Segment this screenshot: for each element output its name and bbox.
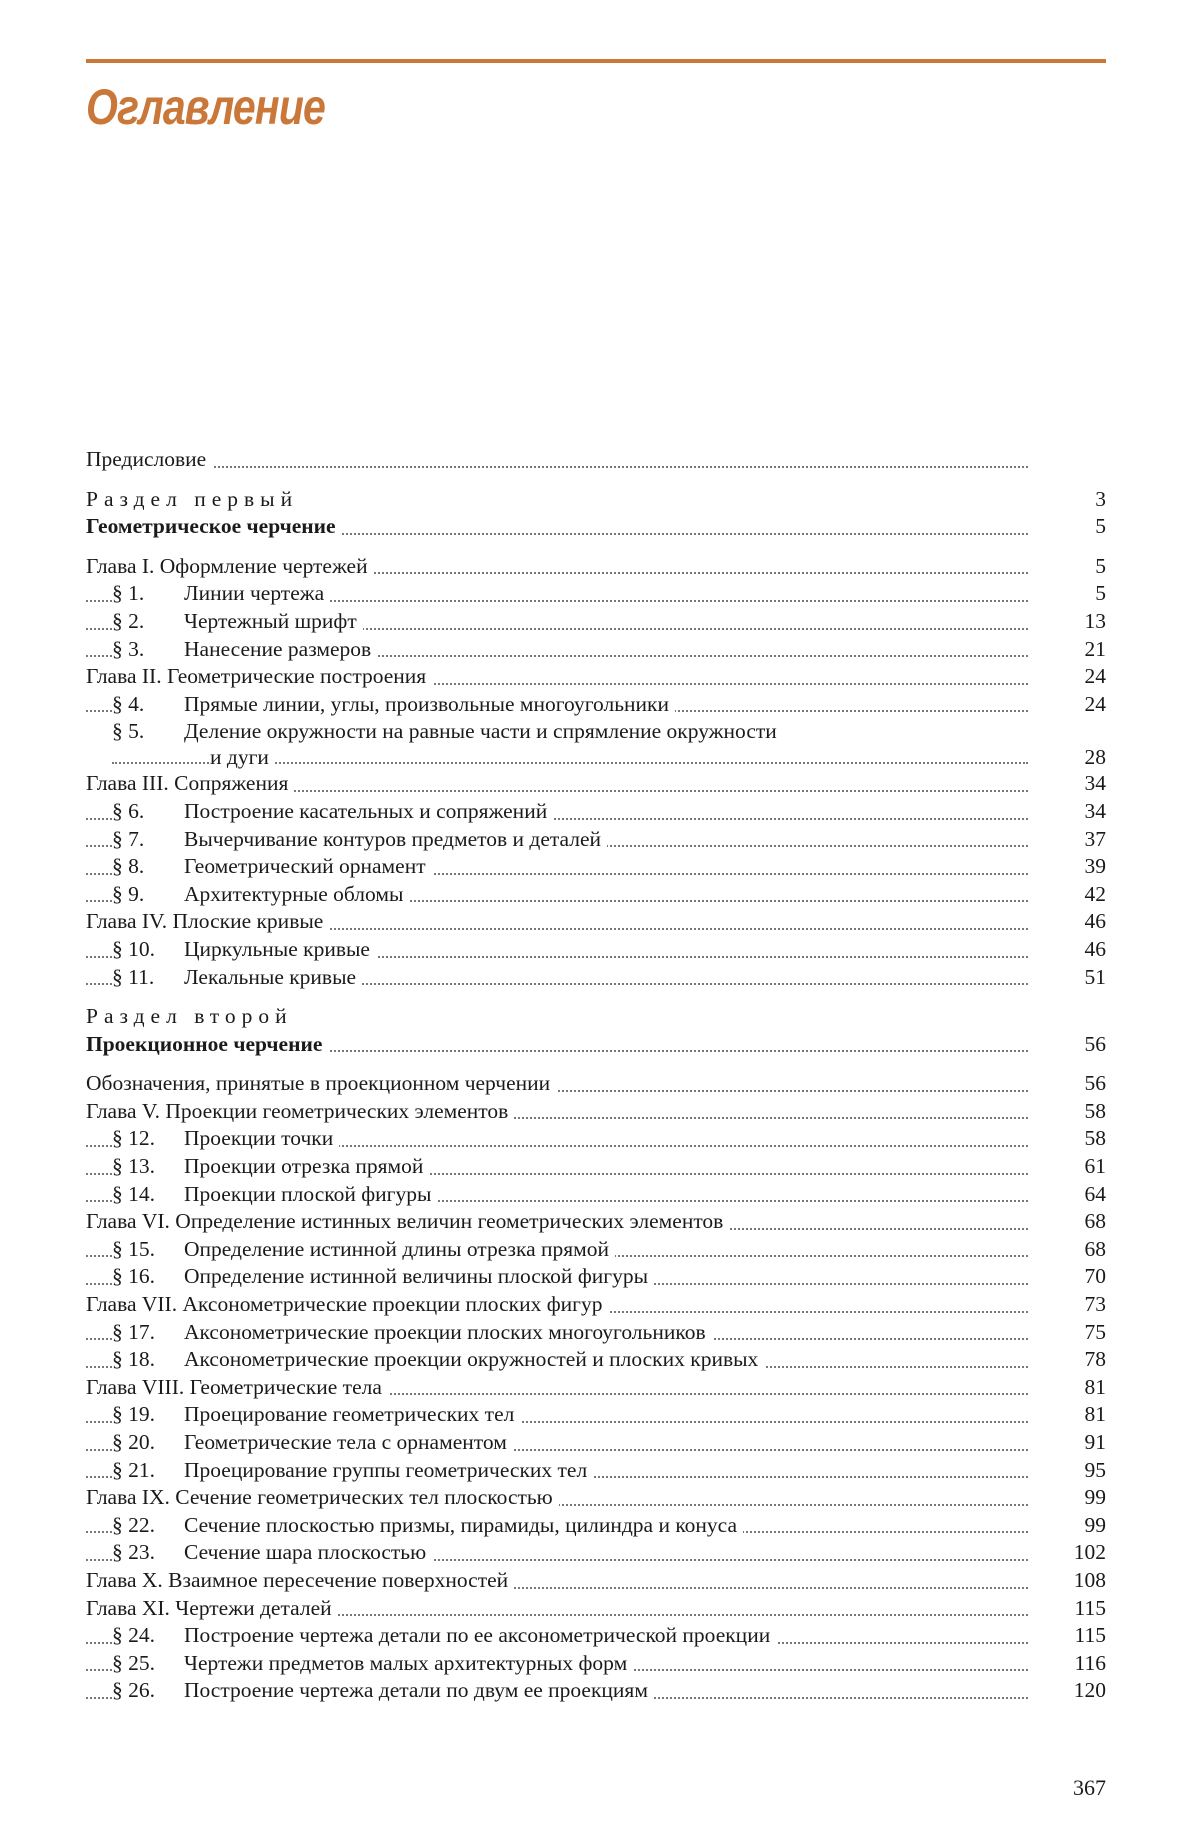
toc-entry	[86, 1346, 1106, 1374]
toc-entry	[86, 1595, 1106, 1623]
page-ref: 58	[1084, 1098, 1106, 1123]
page-ref: 39	[1084, 854, 1106, 879]
part-subtitle: Проекционное черчение	[86, 1031, 323, 1056]
entry-title: Определение истинной длины отрезка прямой	[184, 1236, 610, 1261]
chapter-title: Глава IX. Сечение геометрических тел плоскостью	[86, 1485, 553, 1510]
page-ref: 5	[1095, 553, 1106, 578]
entry-title: Архитектурные обломы	[184, 881, 404, 906]
page-ref: 91	[1084, 1430, 1106, 1454]
toc-entry	[86, 718, 1106, 770]
chapter-title: Глава I. Оформление чертежей	[86, 553, 368, 578]
section-number: § 16.	[112, 1264, 155, 1289]
page-ref: 13	[1084, 608, 1106, 633]
page-ref: 37	[1084, 826, 1106, 851]
chapter-title: Глава VII. Аксонометрические проекции плоских фигур	[86, 1292, 603, 1317]
toc-entry	[86, 553, 1106, 581]
section-number: § 5.	[112, 719, 145, 744]
chapter-title: Глава XI. Чертежи деталей	[86, 1595, 332, 1620]
dot-leader	[86, 466, 1028, 468]
toc-entry	[86, 1125, 1106, 1153]
entry-title: Вычерчивание контуров предметов и деталей	[184, 826, 602, 851]
toc-entry	[86, 1319, 1106, 1347]
entry-title: Определение истинной величины плоской фигуры	[184, 1264, 649, 1289]
entry-title: Геометрический орнамент	[184, 854, 426, 879]
part-title: Раздел второй	[86, 1004, 293, 1029]
page-ref: 120	[1073, 1678, 1106, 1703]
section-number: § 7.	[112, 826, 145, 851]
page-ref: 34	[1084, 798, 1106, 823]
toc-entry	[86, 770, 1106, 798]
page-ref: 99	[1084, 1485, 1106, 1510]
section-number: § 12.	[112, 1126, 155, 1151]
chapter-title: Глава II. Геометрические построения	[86, 664, 427, 689]
toc-entry	[86, 446, 1106, 474]
page-ref: 73	[1084, 1292, 1106, 1317]
chapter-title: Глава IV. Плоские кривые	[86, 909, 324, 934]
entry-title: Нанесение размеров	[184, 636, 372, 661]
toc-entry	[86, 1070, 1106, 1098]
section-number: § 19.	[112, 1402, 155, 1427]
header-rule	[86, 59, 1106, 63]
toc-entry	[86, 1401, 1106, 1429]
chapter-title: Глава V. Проекции геометрических элементов	[86, 1098, 509, 1123]
entry-title-continued: и дуги	[210, 745, 275, 769]
section-number: § 11.	[112, 964, 155, 989]
toc-entry	[86, 636, 1106, 664]
toc-entry	[86, 1236, 1106, 1264]
entry-title: Проекции плоской фигуры	[184, 1181, 432, 1206]
toc-entry	[86, 1153, 1106, 1181]
page-ref: 116	[1074, 1650, 1106, 1675]
chapter-title: Глава VI. Определение истинных величин геометрических элементов	[86, 1209, 724, 1234]
section-number: § 6.	[112, 798, 145, 823]
section-number: § 13.	[112, 1154, 155, 1179]
entry-title: Чертежный шрифт	[184, 608, 357, 633]
toc-entry	[86, 1567, 1106, 1595]
toc-entry	[86, 1208, 1106, 1236]
page-ref: 75	[1084, 1319, 1106, 1344]
page-ref: 28	[1084, 745, 1106, 770]
toc-entry	[86, 1484, 1106, 1512]
page-ref: 115	[1074, 1623, 1106, 1648]
toc-entry	[86, 1374, 1106, 1402]
section-number: § 23.	[112, 1540, 155, 1565]
page-ref: 51	[1084, 964, 1106, 989]
entry-title: Прямые линии, углы, произвольные многоугольники	[184, 691, 669, 716]
toc-entry	[86, 908, 1106, 936]
entry-title: Сечение шара плоскостью	[184, 1540, 427, 1565]
entry-title: Геометрические тела с орнаментом	[184, 1430, 507, 1454]
entry-title: Чертежи предметов малых архитектурных форм	[184, 1650, 628, 1675]
toc-entry	[86, 1031, 1106, 1059]
section-number: § 18.	[112, 1347, 155, 1372]
entry-title: Лекальные кривые	[184, 964, 357, 989]
part-subtitle: Геометрическое черчение	[86, 514, 336, 539]
section-number: § 14.	[112, 1181, 155, 1206]
page-ref: 56	[1084, 1031, 1106, 1056]
toc-entry	[86, 691, 1106, 719]
page-ref: 5	[1095, 514, 1106, 539]
toc-entry	[86, 936, 1106, 964]
toc-entry	[86, 1003, 1106, 1031]
part-title: Раздел первый	[86, 486, 299, 511]
page-ref: 3	[1095, 486, 1106, 511]
section-number: § 8.	[112, 854, 145, 879]
page-ref: 61	[1084, 1154, 1106, 1179]
chapter-title: Глава X. Взаимное пересечение поверхностей	[86, 1567, 509, 1592]
entry-title: Обозначения, принятые в проекционном черчении	[86, 1071, 551, 1096]
page-ref: 81	[1084, 1402, 1106, 1427]
page-ref: 64	[1084, 1181, 1106, 1206]
entry-title: Линии чертежа	[184, 581, 325, 606]
entry-title: Проецирование геометрических тел	[184, 1402, 515, 1427]
section-number: § 1.	[112, 581, 145, 606]
page-ref: 5	[1095, 581, 1106, 606]
toc-entry	[86, 1677, 1106, 1705]
entry-title: Деление окружности на равные части и спрямление окружности	[184, 719, 777, 744]
entry-title: Построение чертежа детали по ее аксонометрической проекции	[184, 1623, 771, 1648]
page-ref: 95	[1084, 1457, 1106, 1482]
entry-title: Аксонометрические проекции плоских многоугольников	[184, 1319, 706, 1344]
entry-title: Аксонометрические проекции окружностей и плоских кривых	[184, 1347, 759, 1372]
entry-title: Проецирование группы геометрических тел	[184, 1457, 588, 1482]
page-ref: 56	[1084, 1071, 1106, 1096]
page-ref: 70	[1084, 1264, 1106, 1289]
entry-title: Циркульные кривые	[184, 936, 370, 961]
section-number: § 25.	[112, 1650, 155, 1675]
toc-entry	[86, 1181, 1106, 1209]
section-number: § 2.	[112, 608, 145, 633]
page-number: 367	[1073, 1775, 1106, 1800]
entry-title: Построение касательных и сопряжений	[184, 798, 548, 823]
section-number: § 20.	[112, 1430, 155, 1454]
page-title: Оглавление	[86, 79, 326, 135]
section-number: § 9.	[112, 881, 145, 906]
section-number: § 17.	[112, 1319, 155, 1344]
section-number: § 24.	[112, 1623, 155, 1648]
entry-title: Сечение плоскостью призмы, пирамиды, цилиндра и конуса	[184, 1512, 738, 1537]
section-number: § 10.	[112, 936, 155, 961]
page-ref: 78	[1084, 1347, 1106, 1372]
page-ref: 81	[1084, 1374, 1106, 1399]
page-ref: 24	[1084, 691, 1106, 716]
toc-entry	[86, 1539, 1106, 1567]
page-ref: 68	[1084, 1236, 1106, 1261]
toc-entry	[86, 798, 1106, 826]
toc-entry	[86, 853, 1106, 881]
section-number: § 26.	[112, 1678, 155, 1703]
chapter-title: Глава III. Сопряжения	[86, 771, 289, 796]
page-ref: 46	[1084, 936, 1106, 961]
toc-entry	[86, 663, 1106, 691]
page-ref: 34	[1084, 771, 1106, 796]
page-ref: 42	[1084, 881, 1106, 906]
section-number: § 15.	[112, 1236, 155, 1261]
toc-entry	[86, 826, 1106, 854]
toc-entry	[86, 513, 1106, 541]
section-number: § 4.	[112, 691, 145, 716]
entry-title: Построение чертежа детали по двум ее проекциям	[184, 1678, 648, 1703]
toc-entry	[86, 608, 1106, 636]
page-ref: 21	[1084, 636, 1106, 661]
entry-title: Проекции точки	[184, 1126, 334, 1151]
section-number: § 21.	[112, 1457, 155, 1482]
section-number: § 3.	[112, 636, 145, 661]
table-of-contents	[86, 446, 1106, 1705]
toc-entry	[86, 1098, 1106, 1126]
toc-entry	[86, 1429, 1106, 1457]
page-ref: 108	[1073, 1567, 1106, 1592]
section-number: § 22.	[112, 1512, 155, 1537]
page-ref: 46	[1084, 909, 1106, 934]
page-ref: 24	[1084, 664, 1106, 689]
toc-entry	[86, 881, 1106, 909]
toc-entry	[86, 1291, 1106, 1319]
toc-entry	[86, 1512, 1106, 1540]
toc-entry	[86, 1650, 1106, 1678]
entry-title: Проекции отрезка прямой	[184, 1154, 424, 1179]
entry-title: Предисловие	[86, 447, 207, 471]
page-ref: 115	[1074, 1595, 1106, 1620]
toc-entry	[86, 580, 1106, 608]
page-ref: 58	[1084, 1126, 1106, 1151]
toc-entry	[86, 1457, 1106, 1485]
page-ref: 102	[1073, 1540, 1106, 1565]
page-ref: 68	[1084, 1209, 1106, 1234]
toc-entry	[86, 1263, 1106, 1291]
toc-entry	[86, 1622, 1106, 1650]
page-ref: 99	[1084, 1512, 1106, 1537]
toc-entry	[86, 964, 1106, 992]
toc-entry	[86, 486, 1106, 514]
chapter-title: Глава VIII. Геометрические тела	[86, 1374, 382, 1399]
